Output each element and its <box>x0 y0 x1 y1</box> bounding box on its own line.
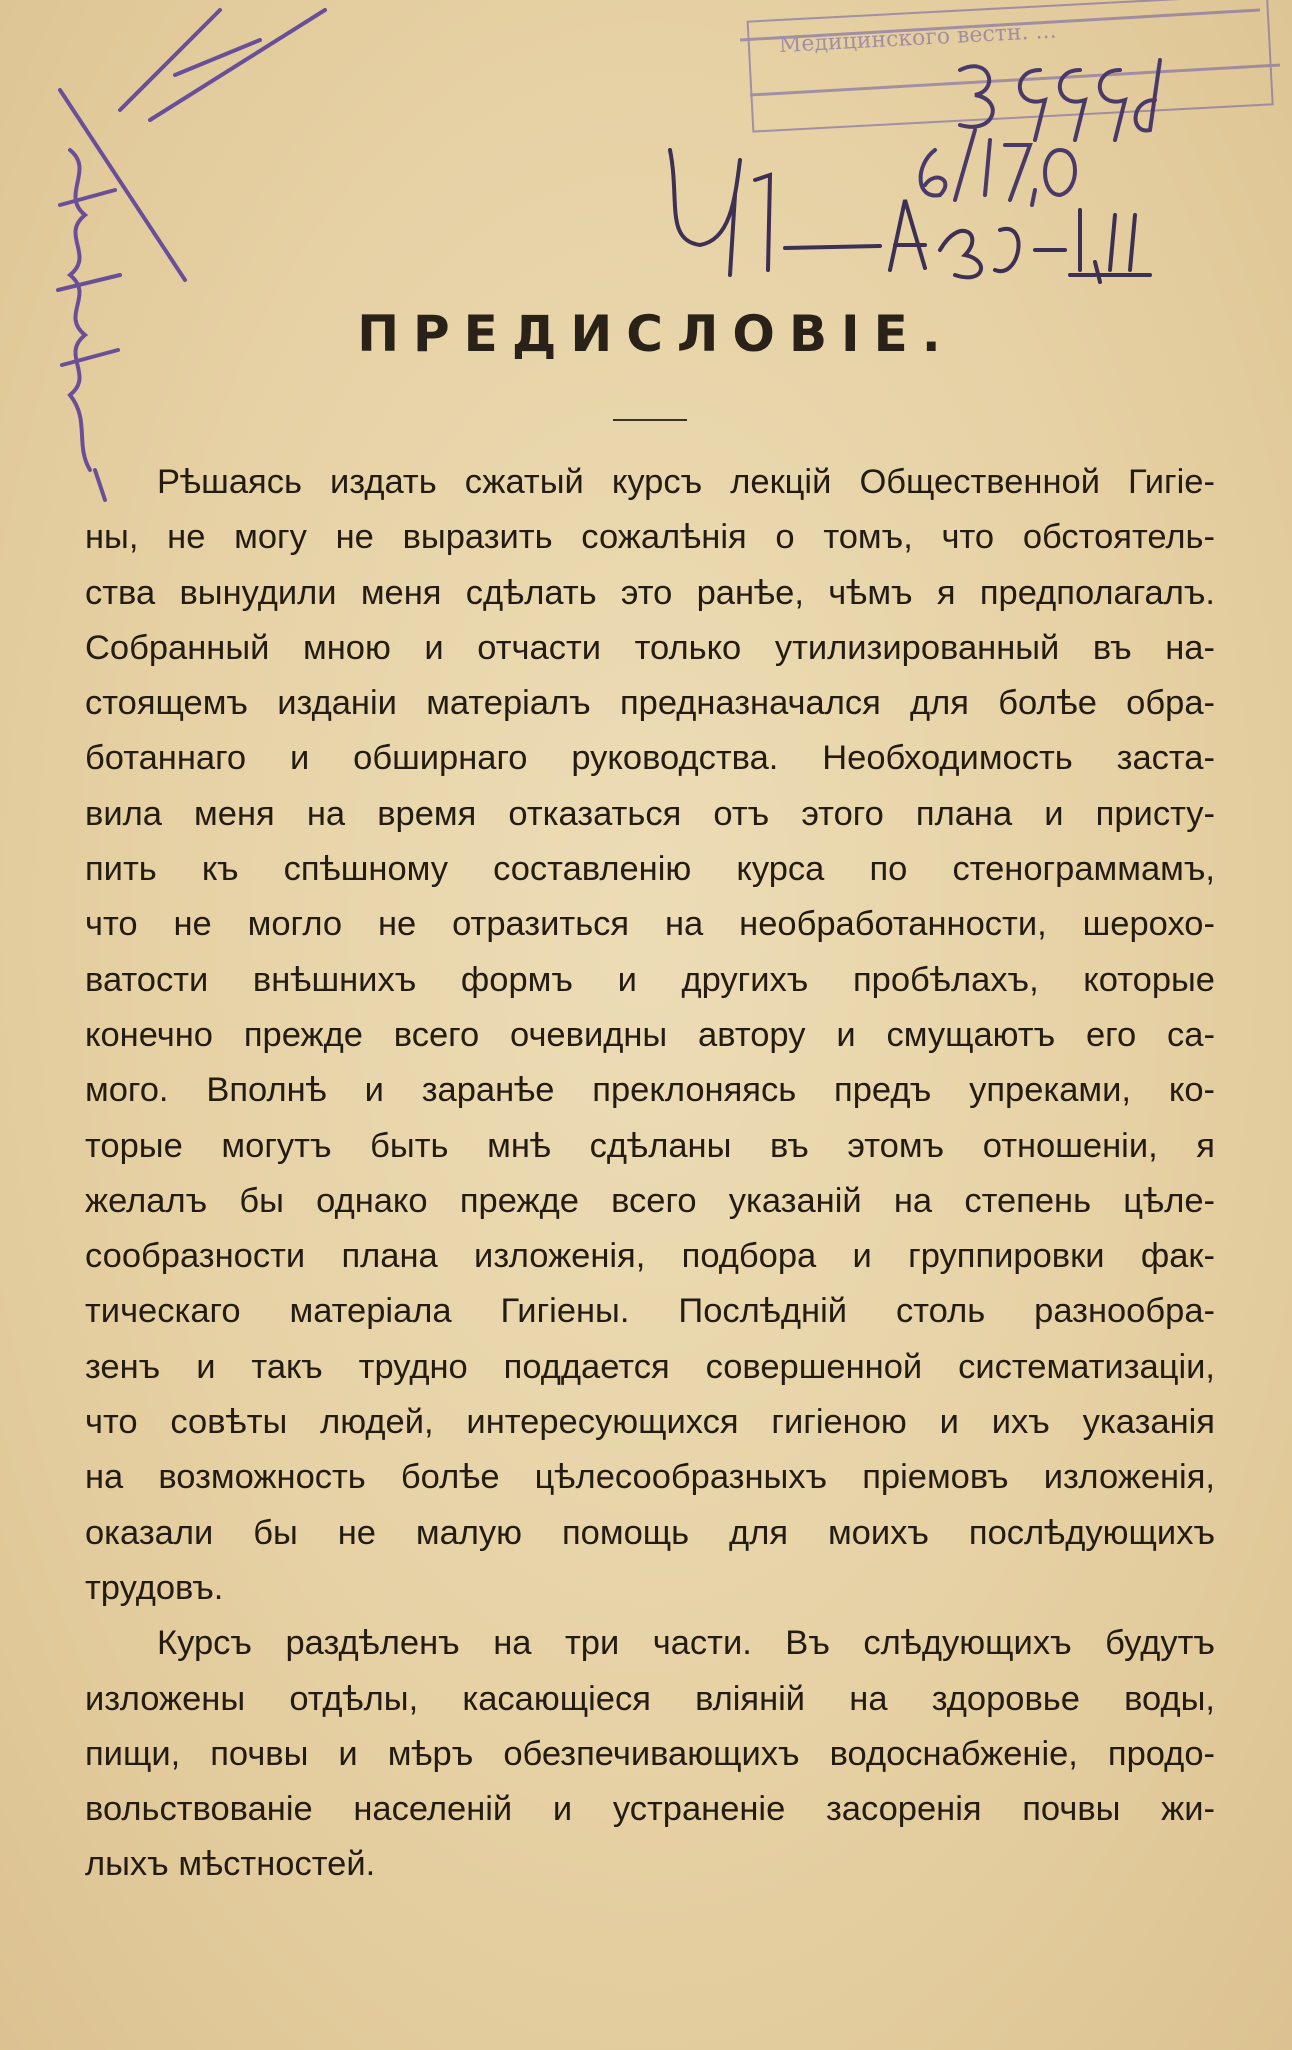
paragraph-1 <box>85 455 1215 1616</box>
paragraph-2 <box>85 1616 1215 1892</box>
text-line: Курсъ раздѣленъ на три части. Въ слѣдующихъ будутъ <box>157 1624 1215 1663</box>
text-line: вольствованіе населеній и устраненіе засоренія почвы жи- <box>85 1790 1215 1829</box>
text-line: ства вынудили меня сдѣлать это ранѣе, чѣмъ я предполагалъ. <box>85 573 1215 612</box>
text-line: ботаннаго и обширнаго руководства. Необходимость заста- <box>85 739 1215 778</box>
page-title: ПРЕДИСЛОВIЕ. <box>357 305 955 363</box>
text-line: зенъ и такъ трудно поддается совершенной систематизаціи, <box>85 1347 1215 1386</box>
text-line: лыхъ мѣстностей. <box>85 1845 376 1884</box>
text-line: на возможность болѣе цѣлесообразныхъ пріемовъ изложенія, <box>85 1458 1215 1497</box>
text-line: оказали бы не малую помощь для моихъ послѣдующихъ <box>85 1513 1215 1552</box>
text-line: ватости внѣшнихъ формъ и другихъ пробѣлахъ, которые <box>85 960 1215 999</box>
text-line: конечно прежде всего очевидны автору и смущаютъ его са- <box>85 1015 1215 1054</box>
text-line: изложены отдѣлы, касающіеся вліяній на здоровье воды, <box>85 1679 1215 1718</box>
preface-body <box>85 455 1215 1893</box>
text-line: пить къ спѣшному составленію курса по стенограммамъ, <box>85 850 1215 889</box>
text-line: сообразности плана изложенія, подбора и группировки фак- <box>85 1237 1215 1276</box>
text-line: желалъ бы однако прежде всего указаній на степень цѣле- <box>85 1181 1215 1220</box>
text-line: стоящемъ изданіи матеріалъ предназначался для болѣе обра- <box>85 684 1215 723</box>
text-line: пищи, почвы и мѣръ обезпечивающихъ водоснабженіе, продо- <box>85 1734 1215 1773</box>
title-divider <box>613 419 687 421</box>
stamp-text: Медицинского вестн. ... <box>778 18 1058 59</box>
text-line: тическаго матеріала Гигіены. Послѣдній столь разнообра- <box>85 1292 1215 1331</box>
text-line: Рѣшаясь издать сжатый курсъ лекцій Общественной Гигіе- <box>157 463 1215 501</box>
text-line: что не могло не отразиться на необработанности, шерохо- <box>85 905 1215 944</box>
text-line: ны, не могу не выразить сожалѣнія о томъ, что обстоятель- <box>85 518 1215 557</box>
text-line: Собранный мною и отчасти только утилизированный въ на- <box>85 628 1215 667</box>
text-line: торые могутъ быть мнѣ сдѣланы въ этомъ отношеніи, я <box>85 1126 1215 1165</box>
text-line: вила меня на время отказаться отъ этого плана и присту- <box>85 794 1215 833</box>
text-line: что совѣты людей, интересующихся гигіеною и ихъ указанія <box>85 1403 1215 1442</box>
text-line: мого. Вполнѣ и заранѣе преклоняясь предъ упреками, ко- <box>85 1071 1215 1110</box>
text-line: трудовъ. <box>85 1568 224 1607</box>
